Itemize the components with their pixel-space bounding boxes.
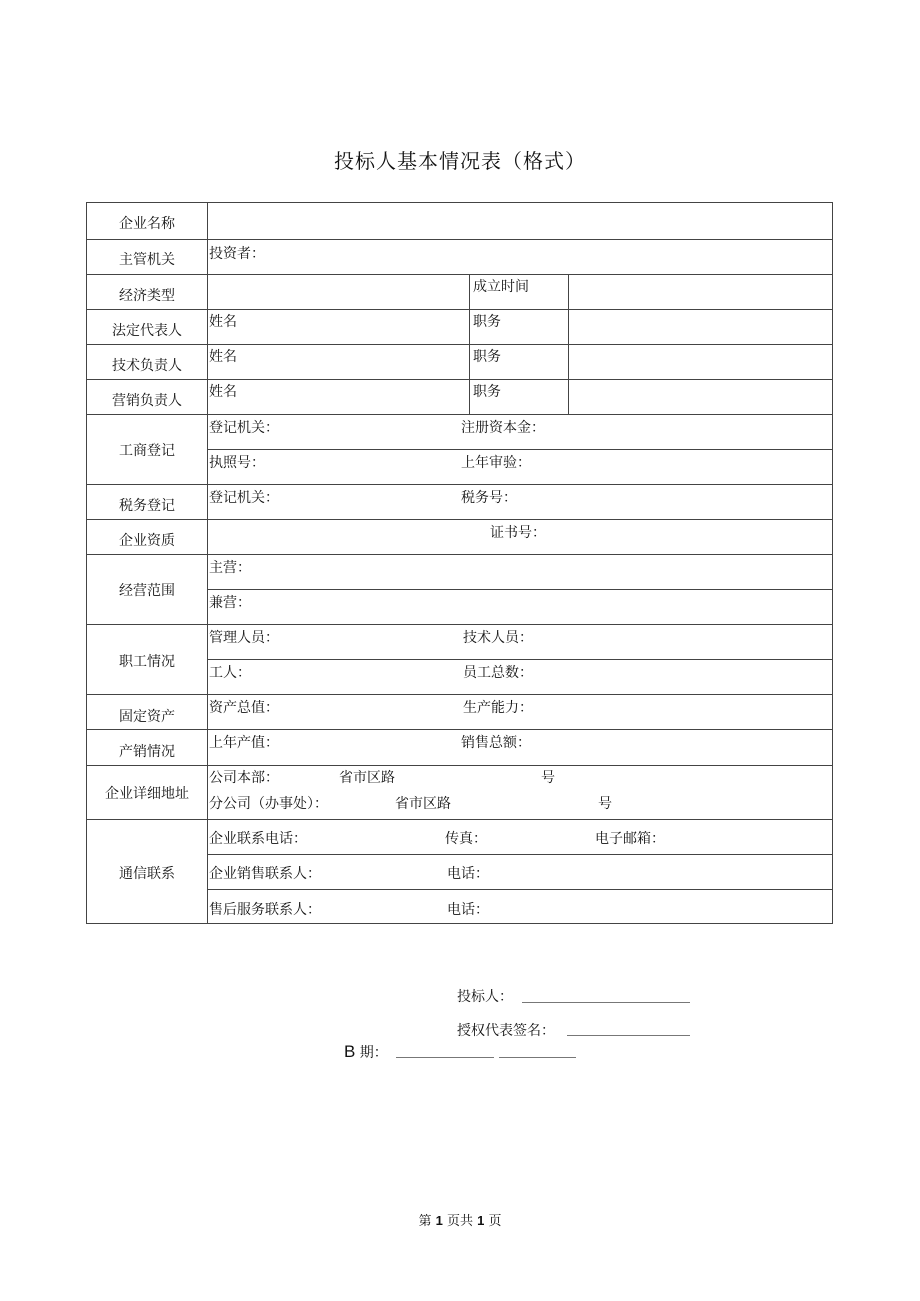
date-line: [499, 1057, 576, 1058]
tax-number: 税务号：: [461, 490, 517, 506]
row-divider: [87, 554, 832, 555]
hq-address: 公司本部：: [209, 770, 279, 786]
row-divider: [87, 729, 832, 730]
row-divider: [87, 694, 832, 695]
row-divider: [87, 274, 832, 275]
row-divider: [207, 854, 832, 855]
company-phone: 企业联系电话：: [209, 831, 307, 847]
registered-capital: 注册资本金：: [461, 420, 545, 436]
total-assets: 资产总值：: [209, 700, 279, 716]
label-company-name: 企业名称: [119, 216, 175, 232]
row-divider: [207, 449, 832, 450]
column-divider: [568, 274, 569, 414]
label-business-reg: 工商登记: [119, 443, 175, 459]
label-economic-type: 经济类型: [119, 288, 175, 304]
row-divider: [207, 589, 832, 590]
service-contact-phone: 电话：: [447, 902, 489, 918]
row-divider: [207, 889, 832, 890]
footer-total: 1: [477, 1213, 485, 1228]
label-output-sales: 产销情况: [119, 744, 175, 760]
branch-address: 分公司（办事处）：: [209, 796, 328, 812]
main-business: 主营：: [209, 560, 251, 576]
label-staff: 职工情况: [119, 654, 175, 670]
column-divider: [207, 203, 208, 923]
business-reg-office: 登记机关：: [209, 420, 279, 436]
label-legal-rep: 法定代表人: [112, 323, 182, 339]
management-staff: 管理人员：: [209, 630, 279, 646]
sales-lead-position: 职务: [473, 384, 501, 400]
branch-region: 省市区路: [395, 796, 451, 812]
date-label: 期：: [359, 1045, 388, 1061]
auth-rep-label: 授权代表签名：: [457, 1023, 555, 1039]
fax: 传真：: [445, 831, 487, 847]
row-divider: [87, 239, 832, 240]
label-fixed-assets: 固定资产: [119, 709, 175, 725]
hq-number: 号: [541, 770, 555, 786]
label-contact: 通信联系: [119, 866, 175, 882]
row-divider: [87, 414, 832, 415]
total-sales: 销售总额：: [461, 735, 531, 751]
investor-field: 投资者：: [209, 246, 265, 262]
tech-lead-position: 职务: [473, 349, 501, 365]
technical-staff: 技术人员：: [463, 630, 533, 646]
row-divider: [87, 484, 832, 485]
date-line: [396, 1057, 494, 1058]
bidder-info-table: [86, 202, 833, 924]
page-title: 投标人基本情况表（格式）: [334, 149, 586, 173]
certificate-number: 证书号：: [490, 525, 546, 541]
hq-region: 省市区路: [339, 770, 395, 786]
sales-lead-name: 姓名: [209, 384, 237, 400]
branch-number: 号: [598, 796, 612, 812]
label-tax-reg: 税务登记: [119, 498, 175, 514]
workers: 工人：: [209, 665, 251, 681]
label-address: 企业详细地址: [105, 786, 189, 802]
bidder-label: 投标人：: [457, 989, 513, 1005]
label-scope: 经营范围: [119, 583, 175, 599]
footer-middle: 页共: [446, 1214, 473, 1229]
email: 电子邮箱：: [595, 831, 665, 847]
total-employees: 员工总数：: [463, 665, 533, 681]
row-divider: [87, 765, 832, 766]
sales-contact: 企业销售联系人：: [209, 866, 321, 882]
footer-suffix: 页: [488, 1214, 502, 1229]
tax-reg-office: 登记机关：: [209, 490, 279, 506]
footer-page: 1: [435, 1213, 443, 1228]
column-divider: [469, 274, 470, 414]
date-field: [344, 1042, 388, 1062]
tech-lead-name: 姓名: [209, 349, 237, 365]
bidder-signature-line: [522, 1002, 690, 1003]
date-prefix: B: [344, 1042, 356, 1061]
legal-rep-name: 姓名: [209, 314, 237, 330]
license-number: 执照号：: [209, 455, 265, 471]
last-year-output: 上年产值：: [209, 735, 279, 751]
row-divider: [207, 659, 832, 660]
service-contact: 售后服务联系人：: [209, 902, 321, 918]
row-divider: [87, 379, 832, 380]
label-qualification: 企业资质: [119, 533, 175, 549]
page-footer: [0, 1210, 920, 1229]
established-time-label: 成立时间: [473, 279, 529, 295]
legal-rep-position: 职务: [473, 314, 501, 330]
row-divider: [87, 344, 832, 345]
label-authority: 主管机关: [119, 252, 175, 268]
sales-contact-phone: 电话：: [447, 866, 489, 882]
label-sales-lead: 营销负责人: [112, 393, 182, 409]
row-divider: [87, 624, 832, 625]
footer-prefix: 第: [418, 1214, 432, 1229]
auth-rep-signature-line: [567, 1035, 690, 1036]
side-business: 兼营：: [209, 595, 251, 611]
row-divider: [87, 819, 832, 820]
last-year-audit: 上年审验：: [461, 455, 531, 471]
row-divider: [87, 309, 832, 310]
row-divider: [87, 519, 832, 520]
label-tech-lead: 技术负责人: [112, 358, 182, 374]
production-capacity: 生产能力：: [463, 700, 533, 716]
